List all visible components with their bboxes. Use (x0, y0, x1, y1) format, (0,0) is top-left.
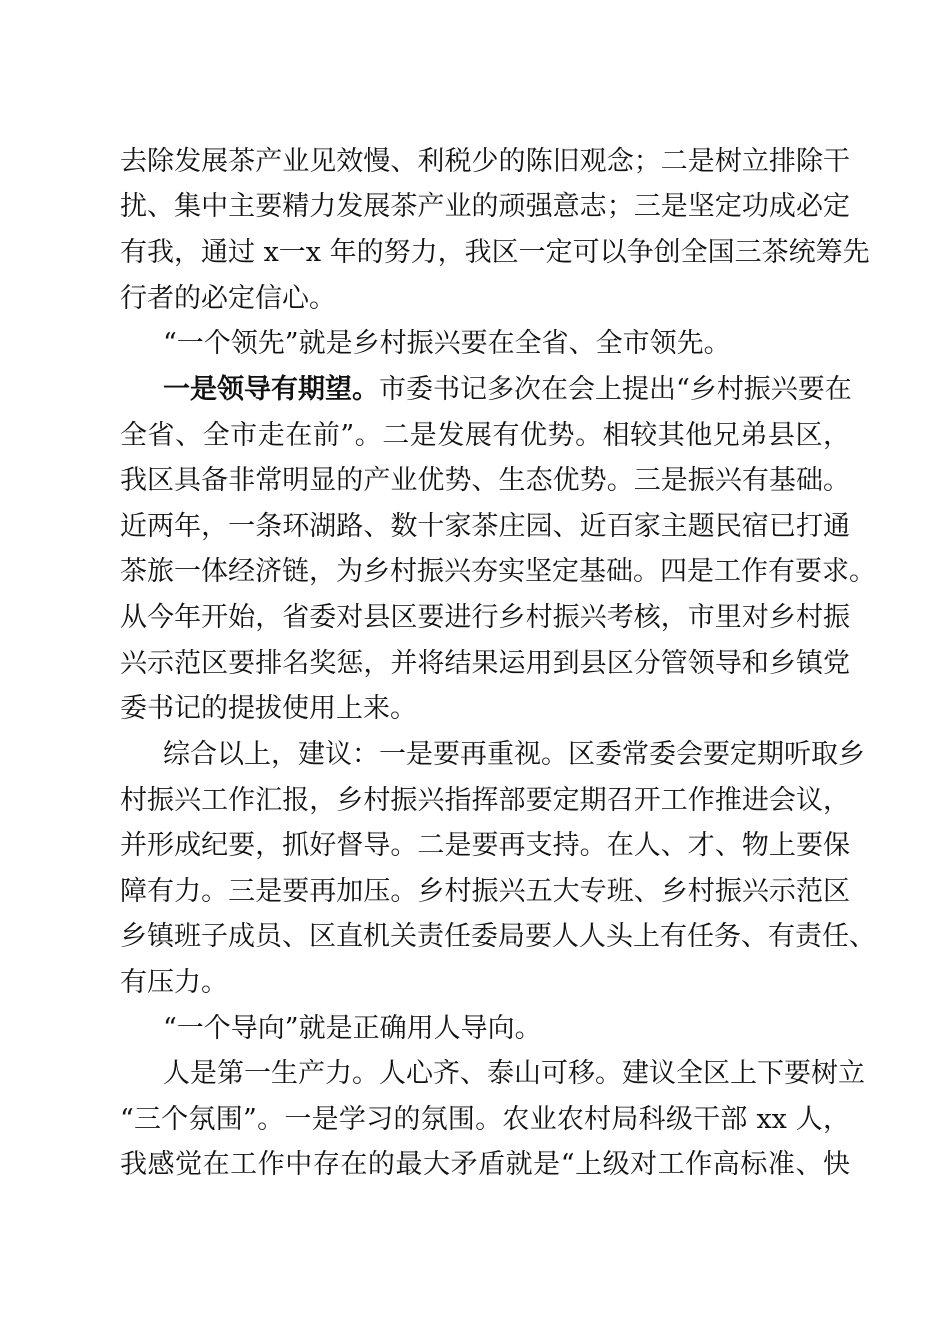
text-line: “三个氛围”。一是学习的氛围。农业农村局科级干部 xx 人， (120, 1104, 850, 1135)
text-line: 从今年开始，省委对县区要进行乡村振兴考核，市里对乡村振 (120, 602, 850, 633)
bold-lead-text: 一是领导有期望。 (163, 374, 379, 405)
text-line: 乡镇班子成员、区直机关责任委局要人人头上有任务、有责任、 (120, 921, 876, 952)
text-line: 我感觉在工作中存在的最大矛盾就是“上级对工作高标准、快 (120, 1149, 850, 1180)
text-line: 有我，通过 x一x 年的努力，我区一定可以争创全国三茶统筹先 (120, 237, 870, 268)
text-line: 综合以上，建议：一是要再重视。区委常委会要定期听取乡 (163, 739, 865, 770)
text-line: 茶旅一体经济链，为乡村振兴夯实坚定基础。四是工作有要求。 (120, 556, 876, 587)
text-line: 人是第一生产力。人心齐、泰山可移。建议全区上下要树立 (163, 1058, 865, 1089)
text-line: 扰、集中主要精力发展茶产业的顽强意志；三是坚定功成必定 (120, 191, 850, 222)
text-line: 近两年，一条环湖路、数十家茶庄园、近百家主题民宿已打通 (120, 511, 850, 542)
section-heading-line: “一个领先”就是乡村振兴要在全省、全市领先。 (163, 328, 731, 359)
text-line: 有压力。 (120, 967, 228, 998)
text-line: 我区具备非常明显的产业优势、生态优势。三是振兴有基础。 (120, 465, 850, 496)
section-heading-line: “一个导向”就是正确用人导向。 (163, 1013, 542, 1044)
text-line: 并形成纪要，抓好督导。二是要再支持。在人、才、物上要保 (120, 830, 850, 861)
lead-text-continuation: 市委书记多次在会上提出“乡村振兴要在 (379, 374, 852, 405)
text-line: 障有力。三是要再加压。乡村振兴五大专班、乡村振兴示范区 (120, 876, 850, 907)
text-line: 村振兴工作汇报，乡村振兴指挥部要定期召开工作推进会议， (120, 785, 850, 816)
text-line: 去除发展茶产业见效慢、利税少的陈旧观念；二是树立排除干 (120, 146, 850, 177)
text-line: 行者的必定信心。 (120, 283, 336, 314)
paragraph-first-line (163, 368, 852, 412)
text-line: 兴示范区要排名奖惩，并将结果运用到县区分管领导和乡镇党 (120, 648, 850, 679)
text-line: 全省、全市走在前”。二是发展有优势。相较其他兄弟县区， (120, 420, 850, 451)
text-line: 委书记的提拔使用上来。 (120, 693, 417, 724)
